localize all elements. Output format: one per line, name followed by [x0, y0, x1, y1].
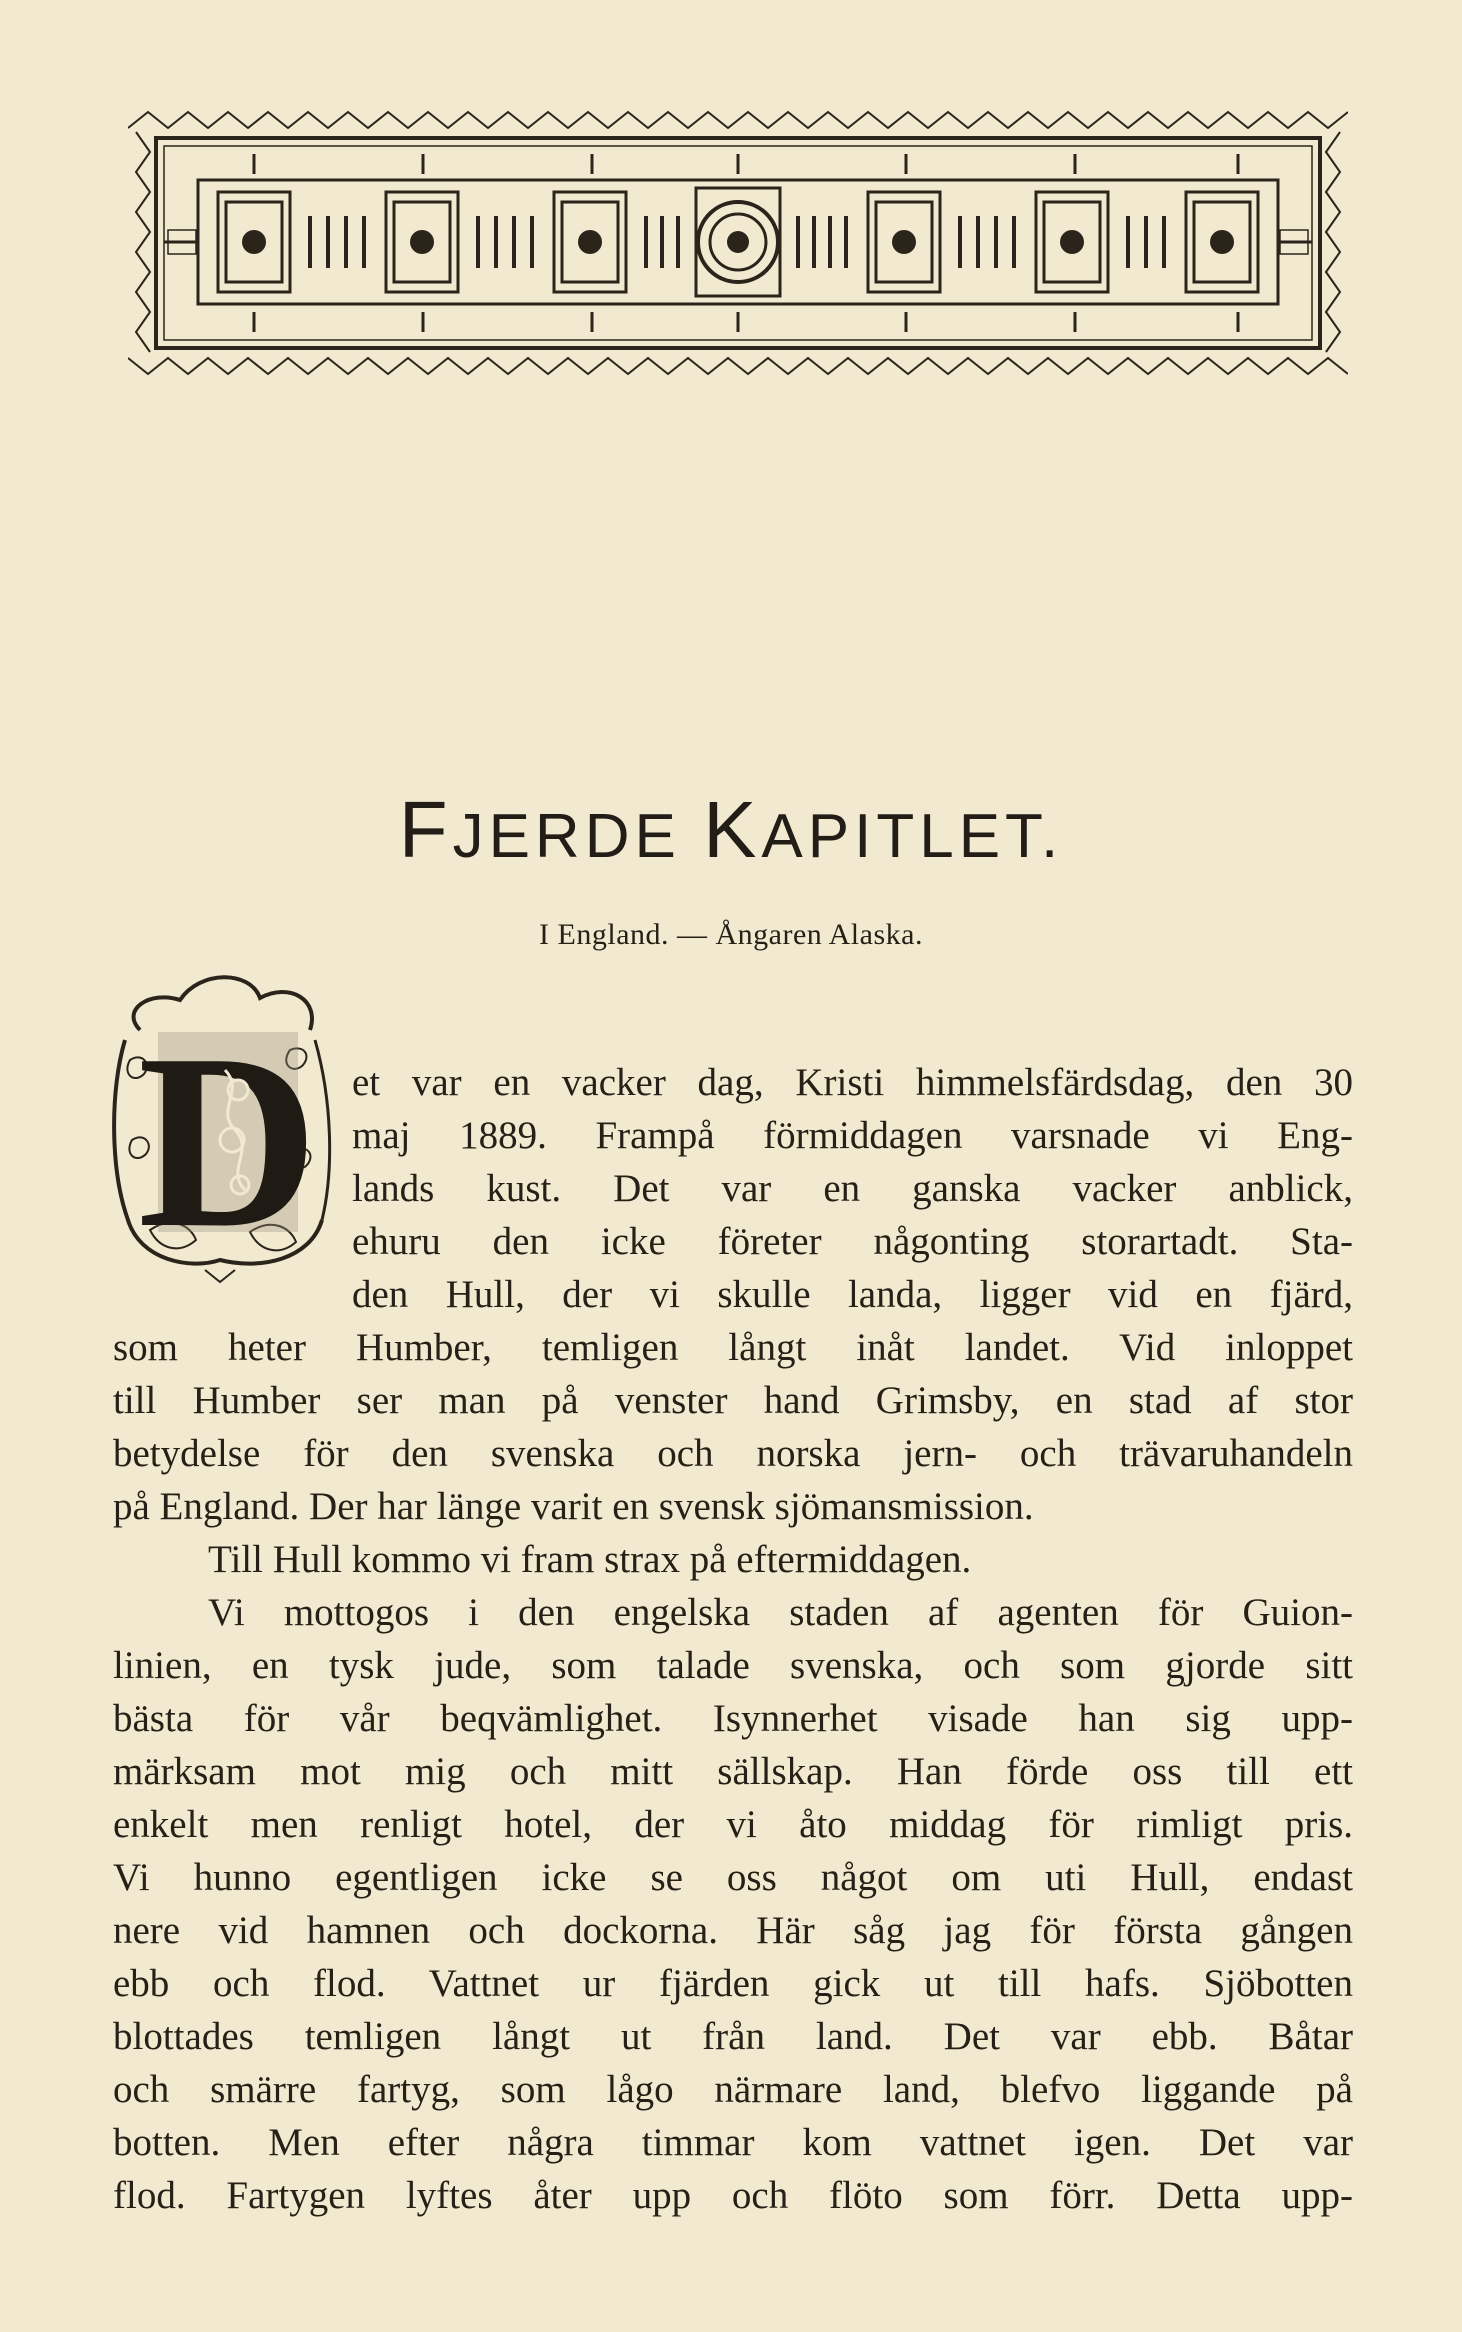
chapter-title-initial-1: F: [398, 785, 453, 874]
body-line: på England. Der har länge varit en svensk sjömansmission.: [113, 1485, 1034, 1528]
body-line: lands kust. Det var en ganska vacker anblick,: [352, 1167, 1353, 1210]
body-line: maj 1889. Frampå förmiddagen varsnade vi Eng-: [352, 1114, 1353, 1157]
drop-cap-letter: D: [137, 1003, 319, 1280]
body-line: som heter Humber, temligen långt inåt landet. Vid inloppet: [113, 1326, 1353, 1369]
body-line: Vi mottogos i den engelska staden af agenten för Guion-: [208, 1591, 1353, 1634]
chapter-title-initial-2: K: [703, 785, 762, 874]
body-line: ehuru den icke företer någonting storartadt. Sta-: [352, 1220, 1353, 1263]
body-line: linien, en tysk jude, som talade svenska, och som gjorde sitt: [113, 1644, 1353, 1687]
body-line: betydelse för den svenska och norska jern- och trävaruhandeln: [113, 1432, 1353, 1475]
body-line: och smärre fartyg, som lågo närmare land, blefvo liggande på: [113, 2068, 1353, 2111]
body-line: botten. Men efter några timmar kom vattnet igen. Det var: [113, 2121, 1353, 2164]
body-line: blottades temligen långt ut från land. Det var ebb. Båtar: [113, 2015, 1353, 2058]
body-line: till Humber ser man på venster hand Grimsby, en stad af stor: [113, 1379, 1353, 1422]
chapter-title-word-2: APITLET.: [761, 802, 1064, 871]
chapter-subtitle: I England. — Ångaren Alaska.: [539, 918, 923, 951]
ornamental-header-band: [128, 108, 1348, 378]
body-line: Till Hull kommo vi fram strax på eftermiddagen.: [208, 1538, 972, 1581]
chapter-title-word-1: JERDE: [452, 802, 681, 871]
body-line: märksam mot mig och mitt sällskap. Han förde oss till ett: [113, 1750, 1353, 1793]
body-line: et var en vacker dag, Kristi himmelsfärdsdag, den 30: [352, 1061, 1353, 1104]
body-line: Vi hunno egentligen icke se oss något om uti Hull, endast: [113, 1856, 1353, 1899]
body-line: enkelt men renligt hotel, der vi åto middag för rimligt pris.: [113, 1803, 1353, 1846]
body-line: ebb och flod. Vattnet ur fjärden gick ut till hafs. Sjöbotten: [113, 1962, 1353, 2005]
body-line: nere vid hamnen och dockorna. Här såg jag för första gången: [113, 1909, 1353, 1952]
body-line: flod. Fartygen lyftes åter upp och flöto som förr. Detta upp-: [113, 2174, 1353, 2217]
body-text: [113, 1056, 1353, 2222]
body-line: bästa för vår beqvämlighet. Isynnerhet visade han sig upp-: [113, 1697, 1353, 1740]
chapter-title: [0, 785, 1462, 874]
body-line: den Hull, der vi skulle landa, ligger vid en fjärd,: [352, 1273, 1353, 1316]
